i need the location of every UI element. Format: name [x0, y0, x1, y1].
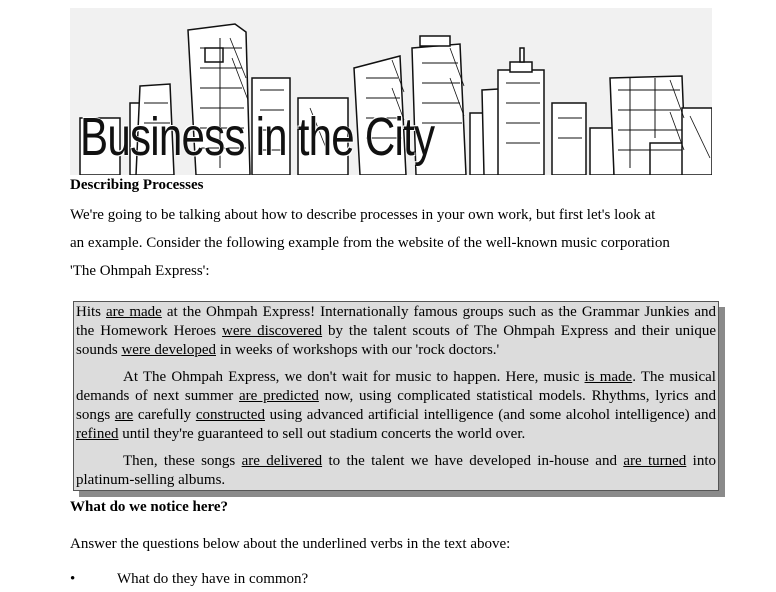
quote-text: Then, these songs — [123, 453, 242, 469]
intro-paragraph — [70, 201, 720, 285]
intro-line: We're going to be talking about how to describe processes in your own work, but first let's look at — [70, 207, 656, 223]
section-heading: Describing Processes — [70, 177, 204, 193]
question-heading: What do we notice here? — [70, 499, 229, 515]
underlined-verb: are turned — [623, 453, 687, 469]
underlined-verb: is made — [584, 369, 633, 385]
quote-text: into platinum-selling albums. — [76, 453, 716, 488]
underlined-verb: were discovered — [222, 323, 323, 339]
quote-text: to the talent we have developed in-house and — [322, 453, 624, 469]
quote-text: . The musical demands of next summer — [76, 369, 716, 404]
answer-instruction: Answer the questions below about the underlined verbs in the text above: — [70, 536, 511, 552]
list-item-text: What do they have in common? — [117, 571, 309, 587]
example-quote-box — [73, 301, 719, 491]
header-banner — [70, 8, 712, 175]
intro-line: an example. Consider the following example from the website of the well-known music corporation — [70, 235, 670, 251]
underlined-verb: are delivered — [241, 453, 323, 469]
underlined-verb: are predicted — [239, 388, 319, 404]
underlined-verb: were developed — [121, 342, 216, 358]
underlined-verb: are — [114, 407, 134, 423]
underlined-verb: constructed — [195, 407, 265, 423]
quote-text: now, using complicated statistical models. Rhythms, lyrics and songs — [76, 388, 716, 423]
quote-text: by the talent scouts of The Ohmpah Express and their unique sounds — [76, 323, 716, 358]
quote-text: in weeks of workshops with our 'rock doctors.' — [215, 342, 500, 358]
underlined-verb: are made — [106, 304, 162, 320]
quote-text: using advanced artificial intelligence (and some alcohol intelligence) and — [264, 407, 716, 423]
quote-paragraph-1 — [74, 303, 718, 360]
quote-text: Hits — [76, 304, 107, 320]
quote-paragraph-2 — [74, 368, 718, 444]
quote-text: At The Ohmpah Express, we don't wait for music to happen. Here, music — [123, 369, 585, 385]
quote-text: until they're guaranteed to sell out stadium concerts the world over. — [118, 426, 526, 442]
quote-text: at the Ohmpah Express! Internationally famous groups such as the Grammar Junkies and the Homework Heroes — [76, 304, 716, 339]
bullet-icon: • — [70, 571, 76, 587]
quote-paragraph-3 — [74, 452, 718, 490]
quote-text: carefully — [133, 407, 196, 423]
intro-line: 'The Ohmpah Express': — [70, 263, 210, 279]
underlined-verb: refined — [76, 426, 119, 442]
banner-title: Business in the City — [80, 107, 435, 167]
